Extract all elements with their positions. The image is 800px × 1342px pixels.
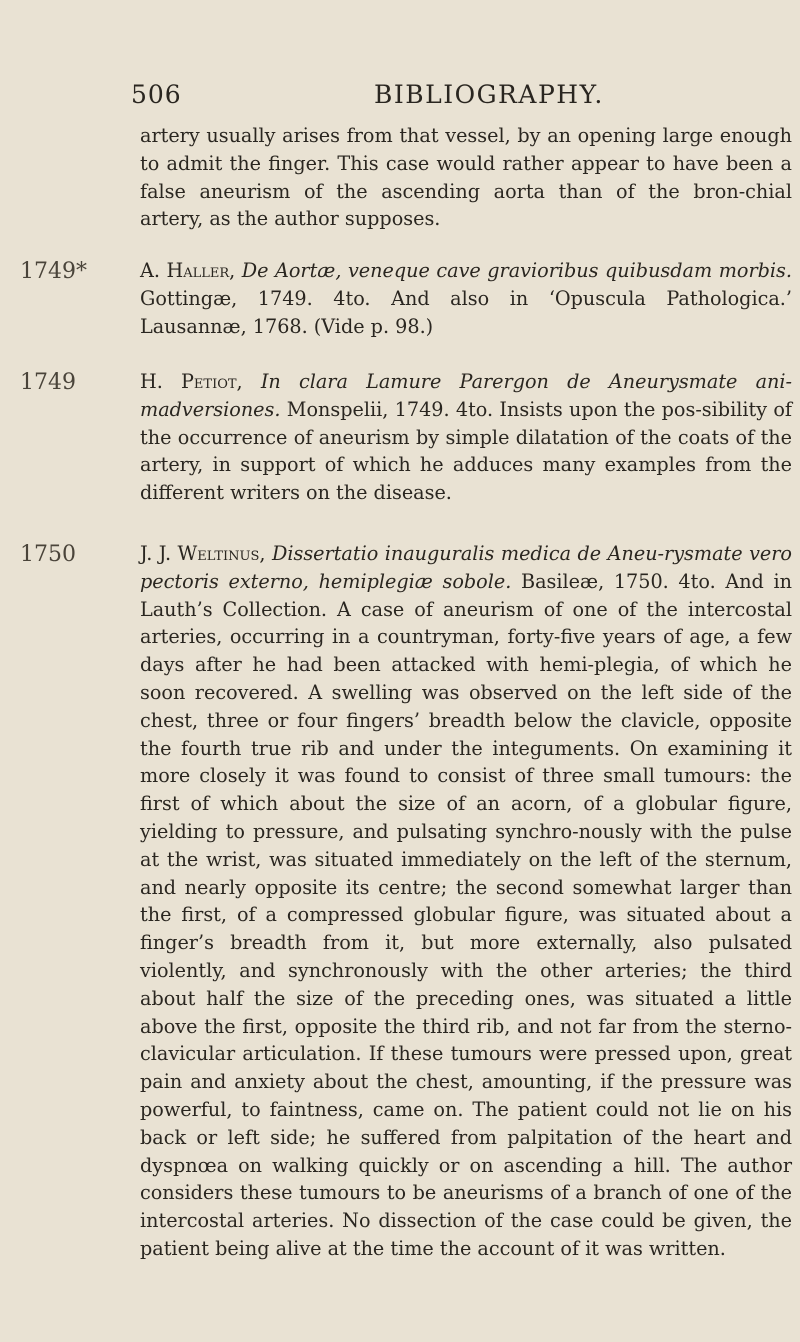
entry-text (140, 368, 792, 507)
page-number: 506 (131, 80, 182, 109)
entry-details: Gottingæ, 1749. 4to. And also in ‘Opuscula Pathologica.’ Lausannæ, 1768. (Vide p. 98.) (140, 286, 792, 338)
entry-author: H. Petiot, (140, 370, 243, 393)
entry-year: 1750 (20, 542, 76, 567)
entry-details: Basileæ, 1750. 4to. And in Lauth’s Collection. A case of aneurism of one of the intercostal arteries, occurring in a countryman, forty-five years of age, a few days after he had been attacked with hemi-plegia, of which he soon recovered. A swelling was observed on the left side of the chest, three or four fingers’ breadth below the clavicle, opposite the fourth true rib and under the integuments. On examining it more closely it was found to consist of three small tumours: the first of which about the size of an acorn, of a globular figure, yielding to pressure, and pulsating synchro-nously with the pulse at the wrist, was situated immediately on the left of the sternum, and nearly opposite its centre; the second somewhat larger than the first, of a compressed globular figure, was situated about a finger’s breadth from it, but more externally, also pulsated violently, and synchronously with the other arteries; the third about half the size of the preceding ones, was situated a little above the first, opposite the third rib, and not far from the sterno-clavicular articulation. If these tumours were pressed upon, great pain and anxiety about the chest, amounting, if the pressure was powerful, to faintness, came on. The patient could not lie on his back or left side; he suffered from palpitation of the heart and dyspnœa on walking quickly or on ascending a hill. The author considers these tumours to be aneurisms of a branch of one of the intercostal arteries. No dissection of the case could be given, the patient being alive at the time the account of it was written. (140, 569, 792, 1260)
entry-text (140, 257, 792, 340)
continuation-paragraph: artery usually arises from that vessel, by an opening large enough to admit the finger. This case would rather appear to have been a false aneurism of the ascending aorta than of the bron-chial artery, as the author supposes. (140, 124, 792, 231)
entry-title: In clara Lamure Parergon de Aneurysmate ani-madversiones. (140, 370, 792, 421)
page-header (0, 80, 800, 112)
entry-title: De Aortæ, veneque cave gravioribus quibusdam morbis. (241, 259, 792, 282)
entry-year: 1749 (20, 370, 76, 395)
entry-details: Monspelii, 1749. 4to. Insists upon the pos-sibility of the occurrence of aneurism by simple dilatation of the coats of the artery, in support of which he adduces many examples from the different writers on the disease. (140, 397, 792, 505)
entry-author: A. Haller, (140, 259, 236, 282)
entry-author: J. J. Weltinus, (140, 542, 266, 565)
entry-title: Dissertatio inauguralis medica de Aneu-rysmate vero pectoris externo, hemiplegiæ sobole. (140, 542, 792, 593)
entry-year: 1749* (20, 259, 87, 284)
entry-text (140, 540, 792, 1263)
running-title: BIBLIOGRAPHY. (374, 80, 604, 109)
